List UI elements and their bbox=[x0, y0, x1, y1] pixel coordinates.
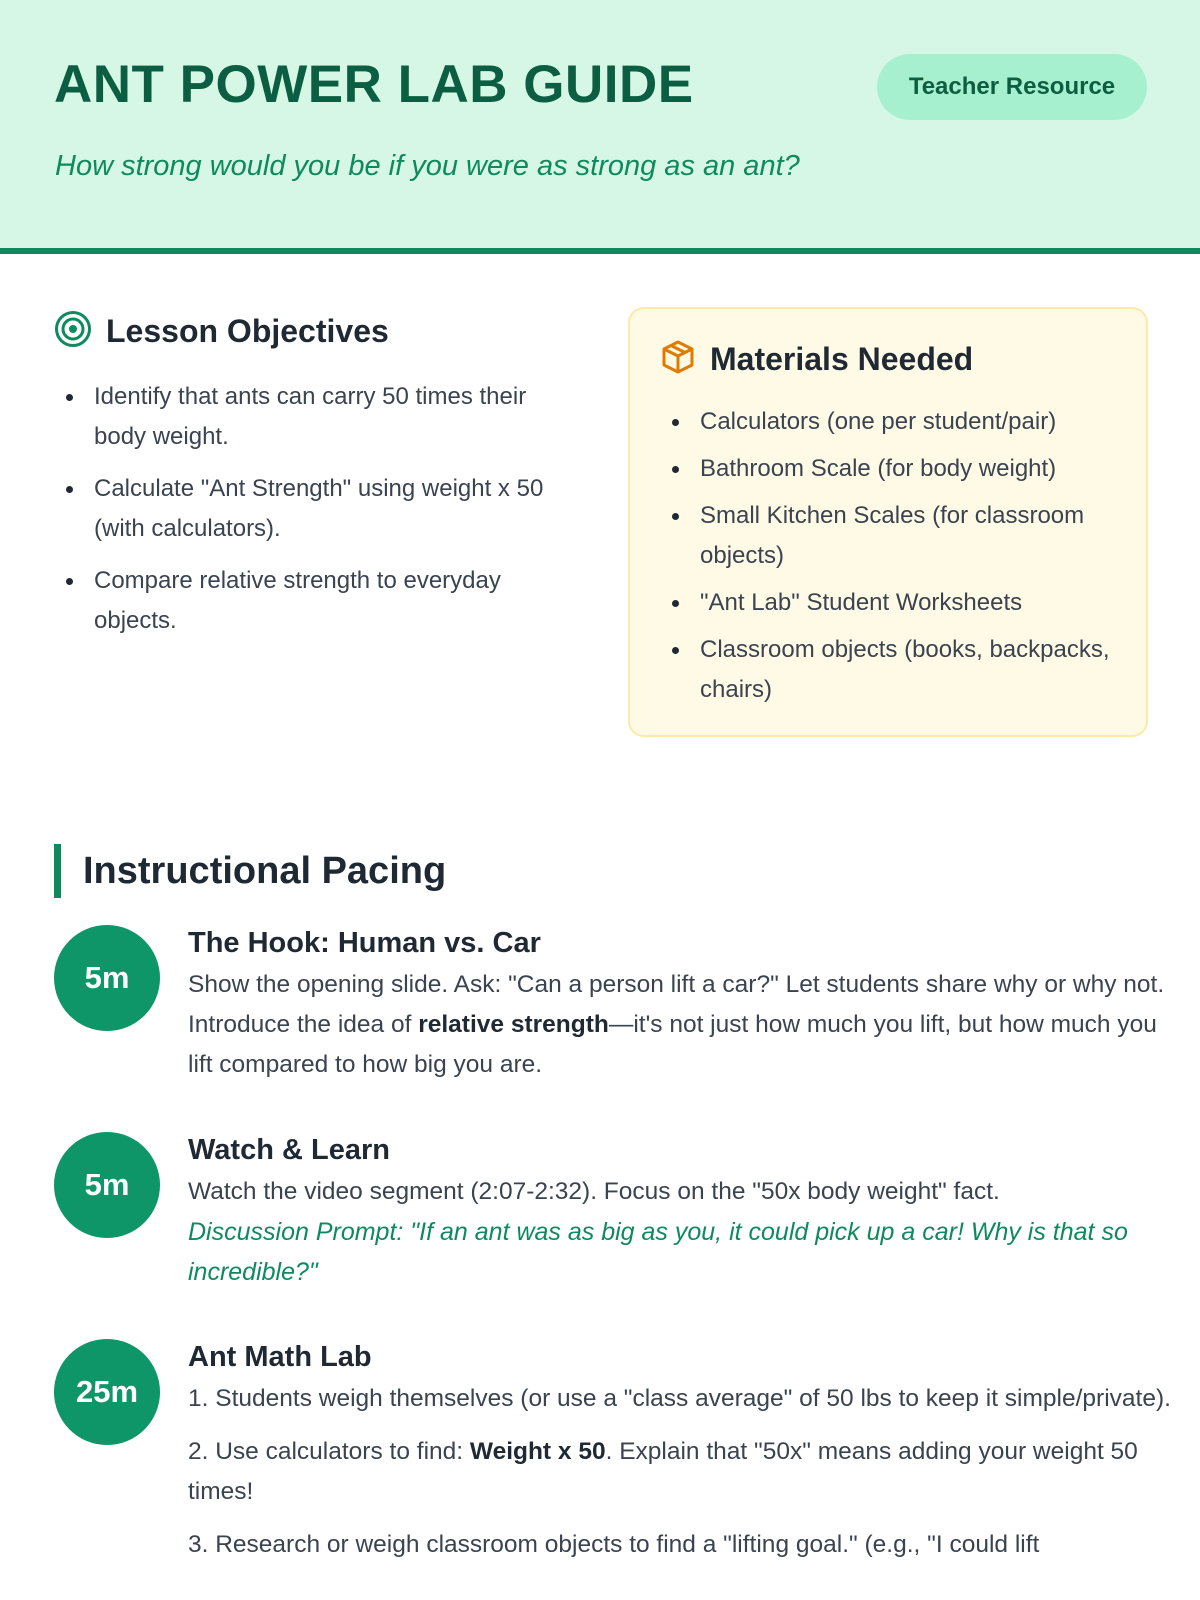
list-item: Small Kitchen Scales (for classroom objects) bbox=[660, 496, 1116, 576]
materials-list bbox=[660, 402, 1116, 710]
step-title: Ant Math Lab bbox=[188, 1341, 372, 1373]
list-item: Classroom objects (books, backpacks, chairs) bbox=[660, 630, 1116, 710]
page-header bbox=[0, 0, 1200, 254]
objectives-list bbox=[54, 377, 584, 641]
step-paragraph: 3. Research or weigh classroom objects to find a "lifting goal." (e.g., "I could lift bbox=[188, 1531, 1040, 1558]
step-body bbox=[188, 1132, 1188, 1292]
discussion-prompt: Discussion Prompt: "If an ant was as big as you, it could pick up a car! Why is that so incredible?" bbox=[188, 1218, 1128, 1286]
materials-heading bbox=[660, 339, 1116, 380]
step-text: —it's not just how much you lift, but how much you lift compared to how big you are. bbox=[188, 1011, 1157, 1078]
step-paragraph bbox=[188, 1432, 1188, 1512]
list-item: Bathroom Scale (for body weight) bbox=[660, 449, 1116, 489]
step-paragraph: 1. Students weigh themselves (or use a "class average" of 50 lbs to keep it simple/private). bbox=[188, 1385, 1171, 1412]
objectives-title: Lesson Objectives bbox=[106, 313, 389, 349]
list-item: Calculators (one per student/pair) bbox=[660, 402, 1116, 442]
step-text: . Explain that "50x" means adding your weight 50 times! bbox=[188, 1438, 1138, 1505]
list-item: Compare relative strength to everyday objects. bbox=[54, 561, 584, 641]
materials-title: Materials Needed bbox=[710, 341, 974, 377]
step-description bbox=[188, 965, 1188, 1085]
box-icon bbox=[660, 339, 696, 380]
step-body bbox=[188, 1339, 1188, 1578]
time-badge: 5m bbox=[54, 925, 160, 1031]
list-item: Identify that ants can carry 50 times their body weight. bbox=[54, 377, 584, 457]
pacing-section-title: Instructional Pacing bbox=[54, 844, 446, 898]
materials-card bbox=[628, 307, 1148, 737]
target-icon bbox=[54, 310, 92, 353]
step-description: Watch the video segment (2:07-2:32). Focus on the "50x body weight" fact. bbox=[188, 1178, 1000, 1205]
step-text-bold: Weight x 50 bbox=[469, 1438, 606, 1465]
step-title: Watch & Learn bbox=[188, 1134, 390, 1166]
step-title: The Hook: Human vs. Car bbox=[188, 927, 541, 959]
list-item: "Ant Lab" Student Worksheets bbox=[660, 583, 1116, 623]
teacher-resource-badge: Teacher Resource bbox=[877, 54, 1147, 120]
page-title: ANT POWER LAB GUIDE bbox=[54, 55, 694, 114]
step-text: Show the opening slide. Ask: "Can a person lift a car?" Let students share why or why not. Introduce the idea of bbox=[188, 971, 1165, 1038]
time-badge: 5m bbox=[54, 1132, 160, 1238]
list-item: Calculate "Ant Strength" using weight x 50 (with calculators). bbox=[54, 469, 584, 549]
step-text-bold: relative strength bbox=[418, 1011, 609, 1038]
step-body bbox=[188, 925, 1188, 1085]
lesson-objectives-section bbox=[54, 310, 584, 653]
time-badge: 25m bbox=[54, 1339, 160, 1445]
page-subtitle: How strong would you be if you were as strong as an ant? bbox=[55, 150, 800, 182]
objectives-heading bbox=[54, 310, 584, 353]
step-text: 2. Use calculators to find: bbox=[188, 1438, 470, 1465]
